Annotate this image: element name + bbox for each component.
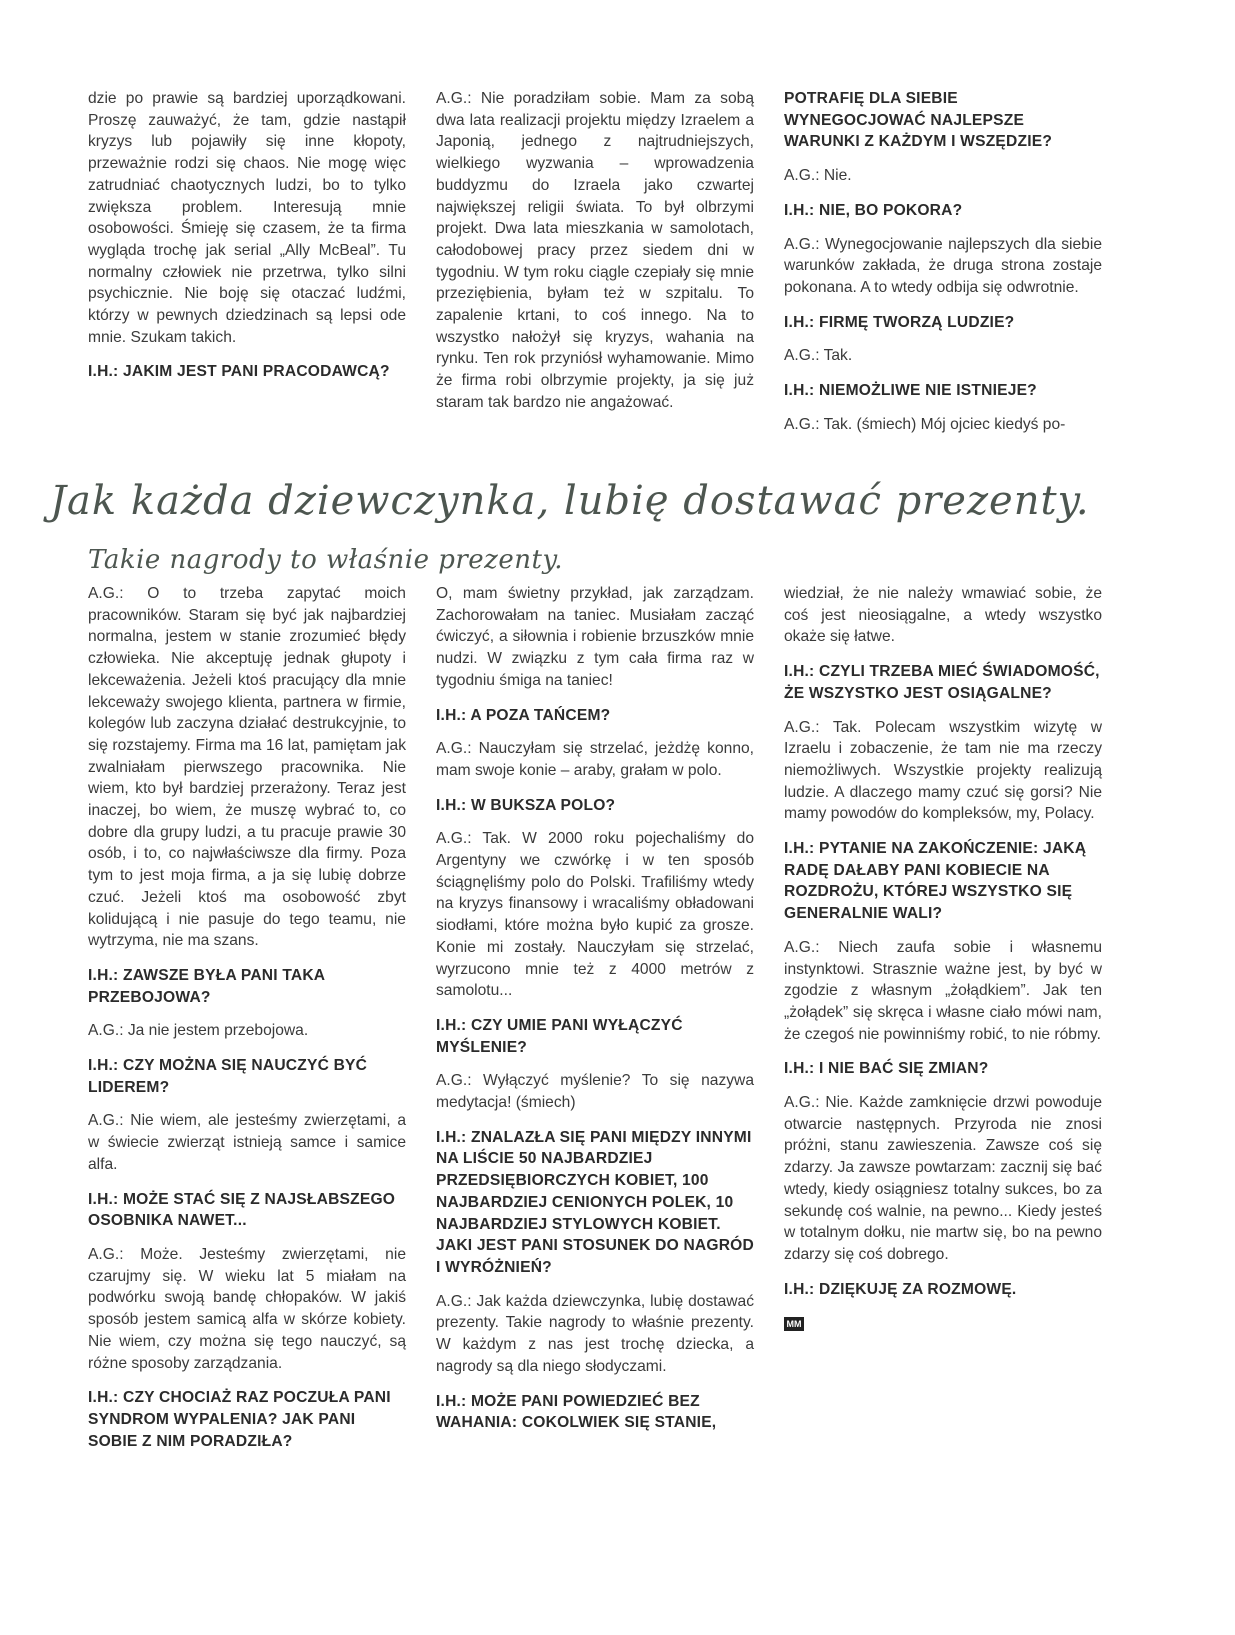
interview-answer: A.G.: Jak każda dziewczynka, lubię dostawać prezenty. Takie nagrody to właśnie prezenty. W każdym z nas jest trochę dziecka, a nagrody są dla niego słodyczami. <box>436 1292 754 1375</box>
interview-answer: A.G.: Tak. Polecam wszystkim wizytę w Izraelu i zobaczenie, że tam nie ma rzeczy niemożliwych. Wszystkie projekty realizują ludzie. A dlaczego mamy czuć się gorsi? Nie mamy powodów do kompleksów, my, Polacy. <box>784 718 1102 823</box>
interview-answer: A.G.: Nie poradziłam sobie. Mam za sobą dwa lata realizacji projektu między Izraelem a Japonią, jednego z najtrudniejszych, wielkiego wyzwania – wprowadzenia buddyzmu do Izraela jako czwartej największej religii świata. To był olbrzymi projekt. Dwa lata mieszkania w samolotach, całodobowej pracy przez siedem dni w tygodniu. W tym roku ciągle czepiały się mnie przeziębienia, byłam też w szpitalu. To zapalenie krtani, to coś innego. Na to wszystko nałożył się kryzys, wahania na rynku. Ten rok przyniósł wyhamowanie. Mimo że firma robi olbrzymie projekty, ja się już staram tak bardzo nie angażować. <box>436 90 754 411</box>
interview-question: I.H.: PYTANIE NA ZAKOŃCZENIE: JAKĄ RADĘ DAŁABY PANI KOBIECIE NA ROZDROŻU, KTÓREJ WSZYSTKO SIĘ GENERALNIE WALI? <box>784 840 1087 923</box>
interview-answer: A.G.: Wynegocjowanie najlepszych dla siebie warunków zakłada, że druga strona zostaje pokonana. A to wtedy odbija się odwrotnie. <box>784 235 1102 296</box>
interview-answer: wiedział, że nie należy wmawiać sobie, że coś jest nieosiągalne, a wtedy wszystko okaże się łatwe. <box>784 585 1102 646</box>
interview-question: I.H.: CZY MOŻNA SIĘ NAUCZYĆ BYĆ LIDEREM? <box>88 1057 368 1096</box>
interview-question: I.H.: FIRMĘ TWORZĄ LUDZIE? <box>784 313 1015 331</box>
pull-quote-main: Jak każda dziewczynka, lubię dostawać prezenty. <box>50 478 1090 524</box>
top-column-2 <box>436 88 754 427</box>
interview-answer: A.G.: Tak. (śmiech) Mój ojciec kiedyś po- <box>784 415 1066 433</box>
interview-question: I.H.: MOŻE PANI POWIEDZIEĆ BEZ WAHANIA: COKOLWIEK SIĘ STANIE, <box>436 1392 717 1432</box>
interview-answer: A.G.: Ja nie jestem przebojowa. <box>88 1022 309 1040</box>
interview-answer: A.G.: O to trzeba zapytać moich pracowników. Staram się być jak najbardziej normalna, jestem w stanie zrozumieć błędy człowieka. Nie akceptuję jednak głupoty i lekceważenia. Jeżeli ktoś pracujący dla mnie lekceważy swojego klienta, partnera w firmie, kolegów lub zaczyna działać destrukcyjnie, to się rozstajemy. Firma ma 16 lat, pamiętam jak zwalniałam pierwszego pracownika. Nie wiem, kto był bardziej przerażony. Teraz jest inaczej, bo wiem, że muszę wybrać to, co dobre dla grupy ludzi, a tu pracuje prawie 30 osób, i to, co najwłaściwsze dla firmy. Poza tym to jest moja firma, a ja się lubię dobrze czuć. Jeżeli ktoś ma osobowość zbyt kolidującą i nie pasuje do tego teamu, nie wytrzyma, nie ma szans. <box>88 585 406 950</box>
interview-question: I.H.: CZY CHOCIAŻ RAZ POCZUŁA PANI SYNDROM WYPALENIA? JAK PANI SOBIE Z NIM PORADZIŁA? <box>88 1389 391 1450</box>
bottom-column-2 <box>436 583 754 1446</box>
interview-answer: A.G.: Niech zaufa sobie i własnemu instynktowi. Strasznie ważne jest, by być w zgodzie z własnym „żołądkiem”. Jak ten „żołądek” się skręca i własne ciało mówi nam, że czegoś nie powinniśmy robić, to nie róbmy. <box>784 938 1102 1043</box>
interview-question: I.H.: W BUKSZA POLO? <box>436 796 616 814</box>
bottom-column-1 <box>88 583 406 1464</box>
interview-question: I.H.: DZIĘKUJĘ ZA ROZMOWĘ. <box>784 1280 1017 1298</box>
interview-answer: dzie po prawie są bardziej uporządkowani. Proszę zauważyć, że tam, gdzie nastąpił kryzys lub pojawiły się inne kłopoty, przeważnie rodzi się chaos. Nie mogę więc zatrudniać chaotycznych ludzi, bo to tylko zwiększa problem. Interesują mnie osobowości. Śmieję się czasem, że ta firma wygląda trochę jak serial „Ally McBeal”. Tu normalny człowiek nie przetrwa, tylko silni psychicznie. Nie boję się otaczać ludźmi, którzy w pewnych dziedzinach są lepsi ode mnie. Szukam takich. <box>88 90 406 346</box>
interview-answer: A.G.: Tak. W 2000 roku pojechaliśmy do Argentyny we czwórkę i w ten sposób ściągnęliśmy polo do Polski. Trafiliśmy wtedy na kryzys finansowy i wracaliśmy obładowani siodłami, które można było kupić za grosze. Konie mi zostały. Nauczyłam się strzelać, wyrzucono mnie też z 4000 metrów z samolotu... <box>436 830 754 1000</box>
interview-answer: A.G.: Nie wiem, ale jesteśmy zwierzętami, a w świecie zwierząt istnieją samce i samice alfa. <box>88 1112 406 1173</box>
top-column-3 <box>784 88 1102 448</box>
interview-question: I.H.: NIEMOŻLIWE NIE ISTNIEJE? <box>784 382 1037 400</box>
interview-question: I.H.: ZNALAZŁA SIĘ PANI MIĘDZY INNYMI NA LIŚCIE 50 NAJBARDZIEJ PRZEDSIĘBIORCZYCH KOBIET, 100 NAJBARDZIEJ CENIONYCH POLEK, 10 NAJBARDZIEJ STYLOWYCH KOBIET. JAKI JEST PANI STOSUNEK DO NAGRÓD I WYRÓŻNIEŃ? <box>436 1128 754 1276</box>
interview-answer: A.G.: Nie. Każde zamknięcie drzwi powoduje otwarcie następnych. Przyroda nie znosi próżni, stanu zawieszenia. Zawsze coś się zdarzy. Ja zawsze powtarzam: zacznij się bać wtedy, kiedy osiągniesz totalny sukces, bo za sekundę coś walnie, na pewno... Kiedy jesteś w totalnym dołku, nie martw się, bo na pewno zdarzy się coś dobrego. <box>784 1094 1102 1263</box>
interview-question: POTRAFIĘ DLA SIEBIE WYNEGOCJOWAĆ NAJLEPSZE WARUNKI Z KAŻDYM I WSZĘDZIE? <box>784 90 1053 151</box>
interview-answer: A.G.: Wyłączyć myślenie? To się nazywa medytacja! (śmiech) <box>436 1072 754 1112</box>
top-column-1 <box>88 88 406 395</box>
interview-answer: A.G.: Może. Jesteśmy zwierzętami, nie czarujmy się. W wieku lat 5 miałam na podwórku swoją bandę chłopaków. W jakiś sposób jestem samicą alfa w skórze kobiety. Nie wiem, czy można się tego nauczyć, są różne sposoby zarządzania. <box>88 1245 406 1372</box>
interview-question: I.H.: MOŻE STAĆ SIĘ Z NAJSŁABSZEGO OSOBNIKA NAWET... <box>88 1190 396 1230</box>
bottom-column-3 <box>784 583 1102 1334</box>
pull-quote-sub: Takie nagrody to właśnie prezenty. <box>88 545 563 575</box>
interview-answer: A.G.: Tak. <box>784 347 853 365</box>
end-of-article-mark: MM <box>784 1317 804 1331</box>
interview-answer: A.G.: Nie. <box>784 167 852 185</box>
interview-question: I.H.: A POZA TAŃCEM? <box>436 706 611 724</box>
interview-question: I.H.: I NIE BAĆ SIĘ ZMIAN? <box>784 1060 989 1078</box>
interview-question: I.H.: CZY UMIE PANI WYŁĄCZYĆ MYŚLENIE? <box>436 1016 683 1056</box>
interview-question: I.H.: CZYLI TRZEBA MIEĆ ŚWIADOMOŚĆ, ŻE WSZYSTKO JEST OSIĄGALNE? <box>784 663 1100 702</box>
interview-answer: O, mam świetny przykład, jak zarządzam. Zachorowałam na taniec. Musiałam zacząć ćwiczyć, a siłownia i robienie brzuszków mnie nudzi. W związku z tym cała firma raz w tygodniu śmiga na taniec! <box>436 585 754 689</box>
interview-question: I.H.: ZAWSZE BYŁA PANI TAKA PRZEBOJOWA? <box>88 966 325 1006</box>
interview-question: I.H.: JAKIM JEST PANI PRACODAWCĄ? <box>88 363 390 381</box>
interview-answer: A.G.: Nauczyłam się strzelać, jeżdżę konno, mam swoje konie – araby, grałam w polo. <box>436 740 754 779</box>
interview-question: I.H.: NIE, BO POKORA? <box>784 201 963 219</box>
